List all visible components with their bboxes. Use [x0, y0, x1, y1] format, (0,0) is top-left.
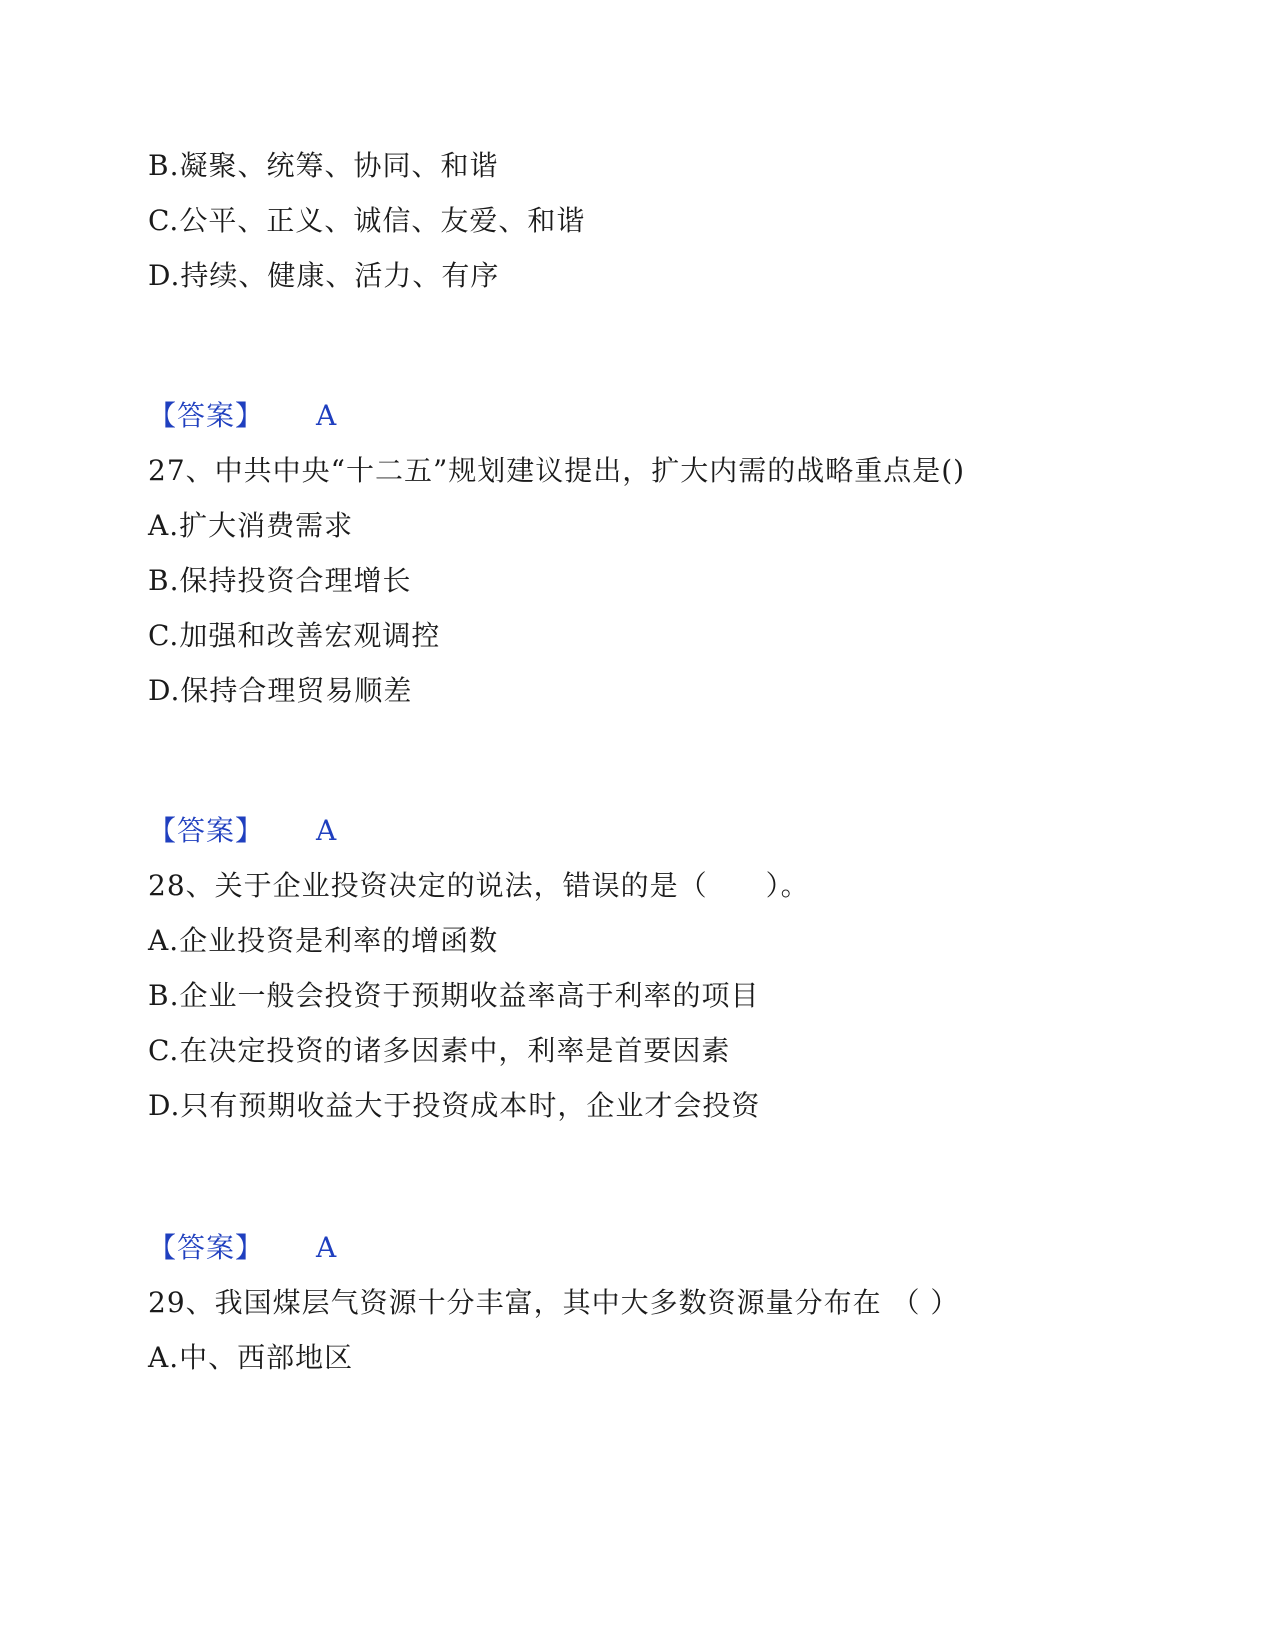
q28-answer-label: 【答案】: [148, 1231, 265, 1264]
q28-option-b: B.企业一般会投资于预期收益率高于利率的项目: [148, 979, 760, 1012]
q26-answer-value: A: [316, 399, 338, 432]
q26-option-b: B.凝聚、统筹、协同、和谐: [148, 149, 499, 182]
q26-option-c: C.公平、正义、诚信、友爱、和谐: [148, 204, 586, 237]
q27-option-b: B.保持投资合理增长: [148, 564, 412, 597]
q27-option-c: C.加强和改善宏观调控: [148, 619, 441, 652]
q27-answer-value: A: [316, 814, 338, 847]
q28-option-a: A.企业投资是利率的增函数: [148, 924, 499, 957]
q28-option-d: D.只有预期收益大于投资成本时，企业才会投资: [148, 1089, 761, 1122]
q28-option-c: C.在决定投资的诸多因素中，利率是首要因素: [148, 1034, 731, 1067]
q27-option-d: D.保持合理贸易顺差: [148, 674, 413, 707]
q28-answer: [148, 1230, 337, 1266]
q27-question: 27、中共中央“十二五”规划建议提出，扩大内需的战略重点是(): [148, 454, 966, 487]
q27-answer-label: 【答案】: [148, 814, 265, 847]
q28-question: 28、关于企业投资决定的说法，错误的是（ ）。: [148, 869, 810, 902]
q26-answer: [148, 398, 337, 434]
q27-option-a: A.扩大消费需求: [148, 509, 354, 542]
q29-option-a: A.中、西部地区: [148, 1341, 354, 1374]
q26-answer-label: 【答案】: [148, 399, 265, 432]
q26-option-d: D.持续、健康、活力、有序: [148, 259, 500, 292]
q27-answer: [148, 813, 337, 849]
q29-question: 29、我国煤层气资源十分丰富，其中大多数资源量分布在 （ ）: [148, 1286, 960, 1319]
q28-answer-value: A: [316, 1231, 338, 1264]
